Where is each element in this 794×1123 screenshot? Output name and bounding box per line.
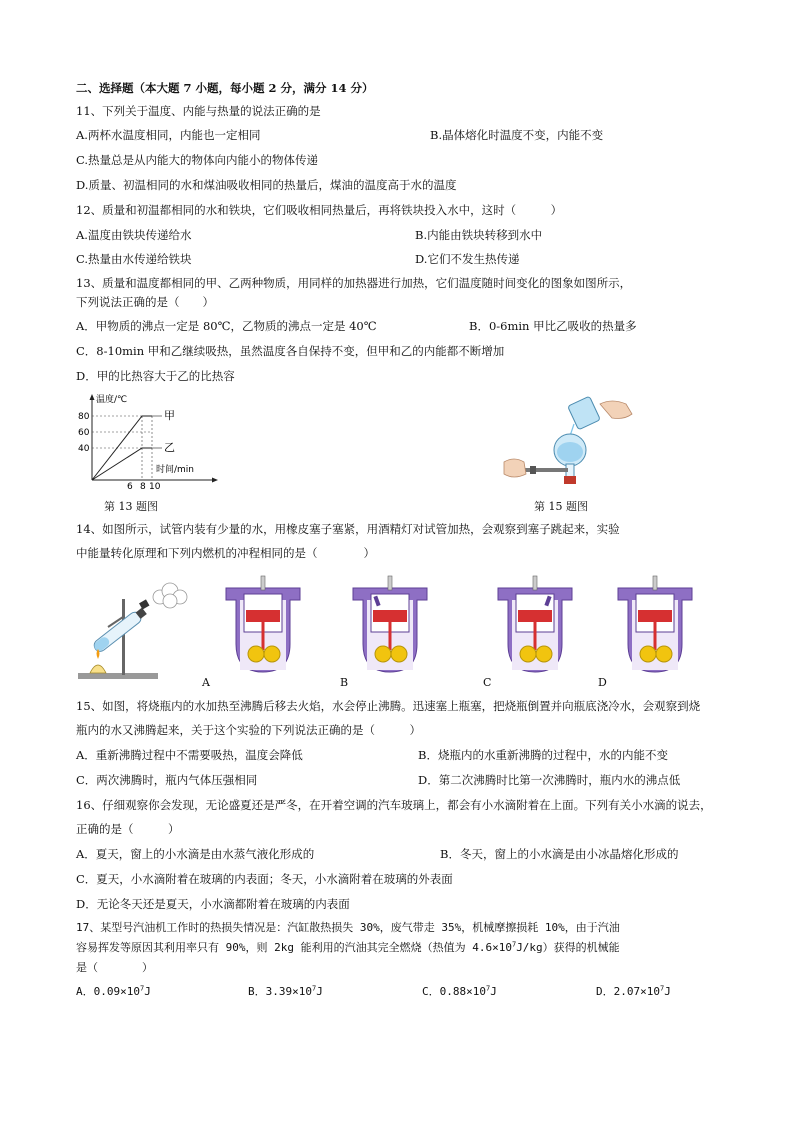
q13-option-b: B．0-6min 甲比乙吸收的热量多 — [469, 319, 637, 333]
q12-option-d: D.它们不发生热传递 — [415, 252, 520, 266]
q15-option-d: D．第二次沸腾时比第一次沸腾时，瓶内水的沸点低 — [418, 773, 681, 787]
q17-option-b: B．$3.39\times 10^7J$ — [248, 984, 323, 998]
engine-stroke-b — [345, 572, 435, 682]
q17-stem-1: 17、某型号汽油机工作时的热损失情况是：汽缸散热损失 30%，废气带走 35%，机械摩擦损耗 10%，由于汽油 — [76, 921, 620, 934]
q11-option-a: A.两杯水温度相同，内能也一定相同 — [76, 128, 261, 142]
q14-stem-2: 中能量转化原理和下列内燃机的冲程相同的是（ ） — [76, 546, 375, 560]
figure-15-caption: 第 15 题图 — [534, 500, 588, 513]
engine-label-c: C — [483, 676, 492, 689]
q13-option-a: A．甲物质的沸点一定是 80℃，乙物质的沸点一定是 40℃ — [76, 319, 377, 333]
engine-label-d: D — [598, 676, 607, 689]
q17-stem-3: 是（ ） — [76, 961, 153, 974]
figure-15-flask — [500, 392, 640, 492]
fig13-label-jia: 甲 — [164, 409, 175, 422]
fig13-ytick-80: 80 — [78, 412, 90, 422]
q13-stem-2: 下列说法正确的是（ ） — [76, 295, 214, 309]
q12-option-b: B.内能由铁块转移到水中 — [415, 228, 543, 242]
section-header: 二、选择题（本大题 7 小题，每小题 2 分，满分 14 分） — [76, 81, 374, 95]
q17-option-d: D．$2.07\times 10^7J$ — [596, 984, 671, 998]
q15-stem-2: 瓶内的水又沸腾起来，关于这个实验的下列说法正确的是（ ） — [76, 723, 421, 737]
q12-option-c: C.热量由水传递给铁块 — [76, 252, 192, 266]
fig13-xtick-10: 10 — [149, 482, 161, 492]
engine-label-a: A — [202, 676, 210, 689]
q13-option-d: D．甲的比热容大于乙的比热容 — [76, 369, 235, 383]
q14-test-tube-apparatus — [76, 575, 191, 683]
q16-stem-1: 16、仔细观察你会发现，无论盛夏还是严冬，在开着空调的汽车玻璃上，都会有小水滴附着在上面。下列有关小水滴的说去， — [76, 798, 712, 812]
q12-option-a: A.温度由铁块传递给水 — [76, 228, 192, 242]
q11-option-b: B.晶体熔化时温度不变，内能不变 — [430, 128, 604, 142]
q16-stem-2: 正确的是（ ） — [76, 822, 180, 836]
q17-stem-2: 容易挥发等原因其利用率只有 90%，则 2kg 能利用的汽油其完全燃烧（热值为 $4.6\times 10^7J/kg$）获得的机械能 — [76, 940, 620, 954]
q17-option-c: C．$0.88\times 10^7J$ — [422, 984, 497, 998]
q16-option-a: A．夏天，窗上的小水滴是由水蒸气液化形成的 — [76, 847, 315, 861]
figure-13-graph — [70, 392, 240, 492]
fig13-ytick-40: 40 — [78, 444, 90, 454]
q11-stem: 11、下列关于温度、内能与热量的说法正确的是 — [76, 104, 321, 118]
q11-option-c: C.热量总是从内能大的物体向内能小的物体传递 — [76, 153, 319, 167]
fig13-ytick-60: 60 — [78, 428, 90, 438]
fig13-xlabel: 时间/min — [156, 465, 195, 475]
q15-option-a: A．重新沸腾过程中不需要吸热，温度会降低 — [76, 748, 303, 762]
fig13-xtick-8: 8 — [140, 482, 146, 492]
engine-stroke-c — [490, 572, 580, 682]
q15-option-c: C．两次沸腾时，瓶内气体压强相同 — [76, 773, 258, 787]
q16-option-d: D．无论冬天还是夏天，小水滴都附着在玻璃的内表面 — [76, 897, 350, 911]
fig13-label-yi: 乙 — [164, 441, 175, 454]
engine-label-b: B — [340, 676, 349, 689]
fig13-xtick-6: 6 — [127, 482, 133, 492]
q14-stem-1: 14、如图所示，试管内装有少量的水，用橡皮塞子塞紧，用酒精灯对试管加热，会观察到塞子跳起来，实验 — [76, 522, 620, 536]
q13-stem-1: 13、质量和温度都相同的甲、乙两种物质，用同样的加热器进行加热，它们温度随时间变化的图象如图所示， — [76, 276, 632, 290]
fig13-ylabel: 温度/℃ — [96, 395, 128, 405]
q16-option-b: B．冬天，窗上的小水滴是由小冰晶熔化形成的 — [440, 847, 679, 861]
q15-stem-1: 15、如图，将烧瓶内的水加热至沸腾后移去火焰，水会停止沸腾。迅速塞上瓶塞，把烧瓶倒置并向瓶底浇冷水，会观察到烧 — [76, 699, 701, 713]
q15-option-b: B．烧瓶内的水重新沸腾的过程中，水的内能不变 — [418, 748, 668, 762]
engine-stroke-a — [218, 572, 308, 682]
q16-option-c: C．夏天，小水滴附着在玻璃的内表面；冬天，小水滴附着在玻璃的外表面 — [76, 872, 453, 886]
q11-option-d: D.质量、初温相同的水和煤油吸收相同的热量后，煤油的温度高于水的温度 — [76, 178, 457, 192]
q12-stem: 12、质量和初温都相同的水和铁块，它们吸收相同热量后，再将铁块投入水中，这时（ ） — [76, 203, 563, 217]
figure-13-caption: 第 13 题图 — [104, 500, 158, 513]
engine-stroke-d — [610, 572, 700, 682]
q13-option-c: C．8-10min 甲和乙继续吸热，虽然温度各自保持不变，但甲和乙的内能都不断增加 — [76, 344, 505, 358]
q17-option-a: A．$0.09\times 10^7J$ — [76, 984, 151, 998]
